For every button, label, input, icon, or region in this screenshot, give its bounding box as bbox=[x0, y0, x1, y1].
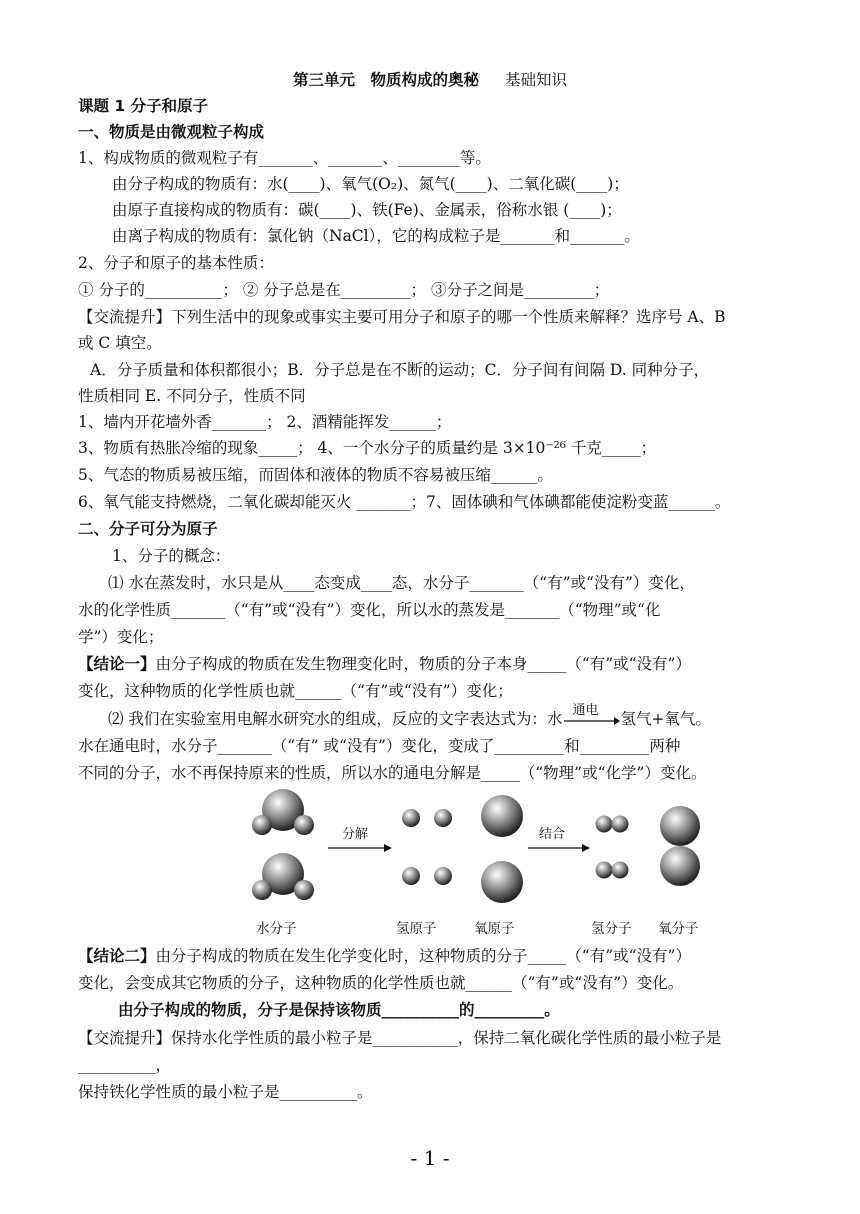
label-water-molecule: 水分子 bbox=[256, 921, 297, 937]
conclusion-2-text: 由分子构成的物质在发生化学变化时，这种物质的分子_____（“有”或“没有”） bbox=[155, 947, 691, 965]
hydrogen-molecules bbox=[596, 816, 629, 879]
label-oxygen-molecule: 氧分子 bbox=[658, 921, 699, 937]
evaporation-line-3: 学”）变化； bbox=[78, 628, 164, 646]
exchange-2-line-2: __________， bbox=[78, 1056, 172, 1074]
page-title bbox=[0, 68, 860, 90]
q1-text: 1、构成物质的微观粒子有_______、_______、________等。 bbox=[78, 149, 491, 167]
molecule-definition: 由分子构成的物质，分子是保持该物质__________的_________。 bbox=[118, 1001, 560, 1019]
electrolysis-line-3: 不同的分子，水不再保持原来的性质，所以水的通电分解是_____（“物理”或“化学”）变化。 bbox=[78, 764, 707, 782]
exchange-prompt-cont: 或 C 填空。 bbox=[78, 334, 162, 352]
section2-heading: 二、分子可分为原子 bbox=[78, 520, 218, 538]
arrow-icon bbox=[562, 708, 620, 730]
electrolysis-line-2: 水在通电时，水分子_______（“有” 或“没有”）变化，变成了_________和_________两种 bbox=[78, 737, 681, 755]
label-hydrogen-molecule: 氢分子 bbox=[591, 921, 632, 937]
item-line-3: 5、气态的物质易被压缩，而固体和液体的物质不容易被压缩______。 bbox=[78, 466, 553, 484]
water-molecule-bottom bbox=[252, 853, 314, 900]
exchange-prompt: 【交流提升】下列生活中的现象或事实主要可用分子和原子的哪一个性质来解释？选序号 A、B bbox=[78, 308, 726, 326]
conclusion-2-tag: 【结论二】 bbox=[78, 947, 156, 965]
q2-text: 2、分子和原子的基本性质： bbox=[78, 254, 274, 272]
oxygen-molecule bbox=[660, 806, 700, 886]
lesson-title: 课题 1 分子和原子 bbox=[78, 97, 209, 115]
options-line: A．分子质量和体积都很小；B．分子总是在不断的运动；C．分子间有间隔 D. 同种分子， bbox=[90, 361, 710, 379]
hydrogen-atoms bbox=[402, 809, 452, 885]
conclusion-1 bbox=[78, 653, 691, 675]
evaporation-line-1: ⑴ 水在蒸发时，水只是从____态变成____态，水分子_______（“有”或“没有”）变化， bbox=[108, 574, 695, 592]
water-molecule-top bbox=[252, 789, 314, 835]
section1-heading: 一、物质是由微观粒子构成 bbox=[78, 123, 265, 141]
combine-arrow bbox=[528, 826, 590, 852]
reaction-condition: 通电 bbox=[572, 703, 599, 718]
label-oxygen-atom: 氧原子 bbox=[474, 921, 515, 937]
conclusion-2 bbox=[78, 945, 691, 967]
item-line-4: 6、氧气能支持燃烧，二氧化碳却能灭火 _______；7、固体碘和气体碘都能使淀粉变蓝______。 bbox=[78, 493, 731, 511]
conclusion-1-tag: 【结论一】 bbox=[78, 655, 156, 673]
electrolysis-line-1 bbox=[108, 703, 711, 730]
electrolysis-text: ⑵ 我们在实验室用电解水研究水的组成，反应的文字表达式为：水 bbox=[108, 710, 563, 728]
label-hydrogen-atom: 氢原子 bbox=[396, 921, 437, 937]
decompose-label: 分解 bbox=[342, 827, 369, 842]
page-number: - 1 - bbox=[410, 1146, 450, 1170]
ionic-substances: 由离子构成的物质有：氯化钠（NaCl），它的构成粒子是_______和_______。 bbox=[112, 227, 640, 245]
decompose-arrow bbox=[328, 827, 392, 852]
combine-label: 结合 bbox=[539, 827, 566, 842]
conclusion-2-cont: 变化，会变成其它物质的分子，这种物质的化学性质也就______（“有”或“没有”）变化。 bbox=[78, 974, 684, 992]
properties-line: ① 分子的__________； ② 分子总是在_________； ③分子之间是_________； bbox=[78, 281, 610, 299]
electrolysis-diagram bbox=[246, 782, 726, 942]
concept-heading: 1、分子的概念： bbox=[112, 547, 231, 565]
item-line-2: 3、物质有热胀冷缩的现象_____； 4、一个水分子的质量约是 3×10⁻²⁶ 千克_____； bbox=[78, 439, 657, 457]
unit-title: 第三单元 物质构成的奥秘 bbox=[292, 71, 479, 89]
exchange-2-line-3: 保持铁化学性质的最小粒子是__________。 bbox=[78, 1083, 373, 1101]
reaction-arrow bbox=[562, 703, 620, 730]
exchange-2-line-1: 【交流提升】保持水化学性质的最小粒子是___________，保持二氧化碳化学性质的最小粒子是 bbox=[78, 1029, 722, 1047]
evaporation-line-2: 水的化学性质_______（“有”或“没有”）变化，所以水的蒸发是_______（“物理”或“化 bbox=[78, 601, 661, 619]
conclusion-1-cont: 变化，这种物质的化学性质也就______（“有”或“没有”）变化； bbox=[78, 682, 513, 700]
oxygen-atoms bbox=[481, 795, 523, 903]
molecular-substances: 由分子构成的物质有：水(____)、氧气(O₂)、氮气(____)、二氧化碳(____)； bbox=[112, 175, 629, 193]
item-line-1: 1、墙内开花墙外香_______； 2、酒精能挥发______； bbox=[78, 413, 452, 431]
electrolysis-products: 氢气+氧气。 bbox=[620, 710, 711, 728]
atomic-substances: 由原子直接构成的物质有：碳(____)、铁(Fe)、金属汞，俗称水银 (____)； bbox=[112, 201, 622, 219]
unit-subtitle: 基础知识 bbox=[505, 71, 568, 89]
options-line-cont: 性质相同 E. 不同分子，性质不同 bbox=[78, 387, 306, 405]
conclusion-1-text: 由分子构成的物质在发生物理变化时，物质的分子本身_____（“有”或“没有”） bbox=[155, 655, 691, 673]
